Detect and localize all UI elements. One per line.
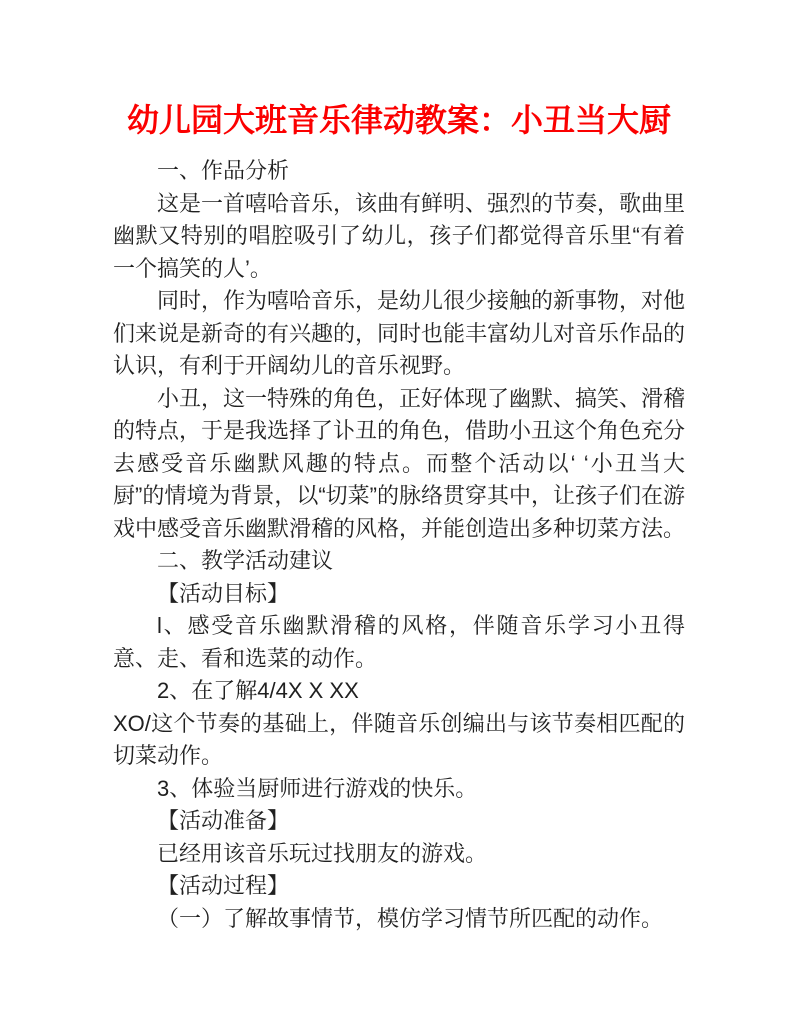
paragraph: 【活动准备】 [157,808,290,834]
paragraph: 同时，作为嘻哈音乐，是幼儿很少接触的新事物，对他们来说是新奇的有兴趣的，同时也能丰富幼儿对音乐作品的认识，有利于开阔幼儿的音乐视野。 [113,288,686,379]
paragraph: 【活动目标】 [157,580,290,606]
paragraph: 【活动过程】 [157,873,290,899]
paragraph: 一、作品分析 [157,158,290,184]
paragraph: 这是一首嘻哈音乐，该曲有鲜明、强烈的节奏，歌曲里幽默又特别的唱腔吸引了幼儿，孩子们都觉得音乐里“有着一个搞笑的人’。 [113,190,686,281]
paragraph: 小丑，这一特殊的角色，正好体现了幽默、搞笑、滑稽的特点，于是我选择了讣丑的角色，借助小丑这个角色充分去感受音乐幽默风趣的特点。而整个活动以‘ ‘小丑当大厨”的情境为背景，以“切菜”的脉络贯穿其中，让孩子们在游戏中感受音乐幽默滑稽的风格，并能创造出多种切菜方法。 [113,385,686,541]
paragraph: 二、教学活动建议 [157,548,334,574]
paragraph: l、感受音乐幽默滑稽的风格，伴随音乐学习小丑得意、走、看和选菜的动作。 [113,613,685,671]
paragraph: （一）了解故事情节，模仿学习情节所匹配的动作。 [157,905,664,931]
document-body [113,155,685,935]
document-title: 幼儿园大班音乐律动教案：小丑当大厨 [126,102,671,138]
paragraph: 已经用该音乐玩过找朋友的游戏。 [157,840,488,866]
paragraph: 3、体验当厨师进行游戏的快乐。 [157,775,478,801]
paragraph: 2、在了解4/4X X XX XO/这个节奏的基础上，伴随音乐创编出与该节奏相匹配的切菜动作。 [113,678,685,769]
